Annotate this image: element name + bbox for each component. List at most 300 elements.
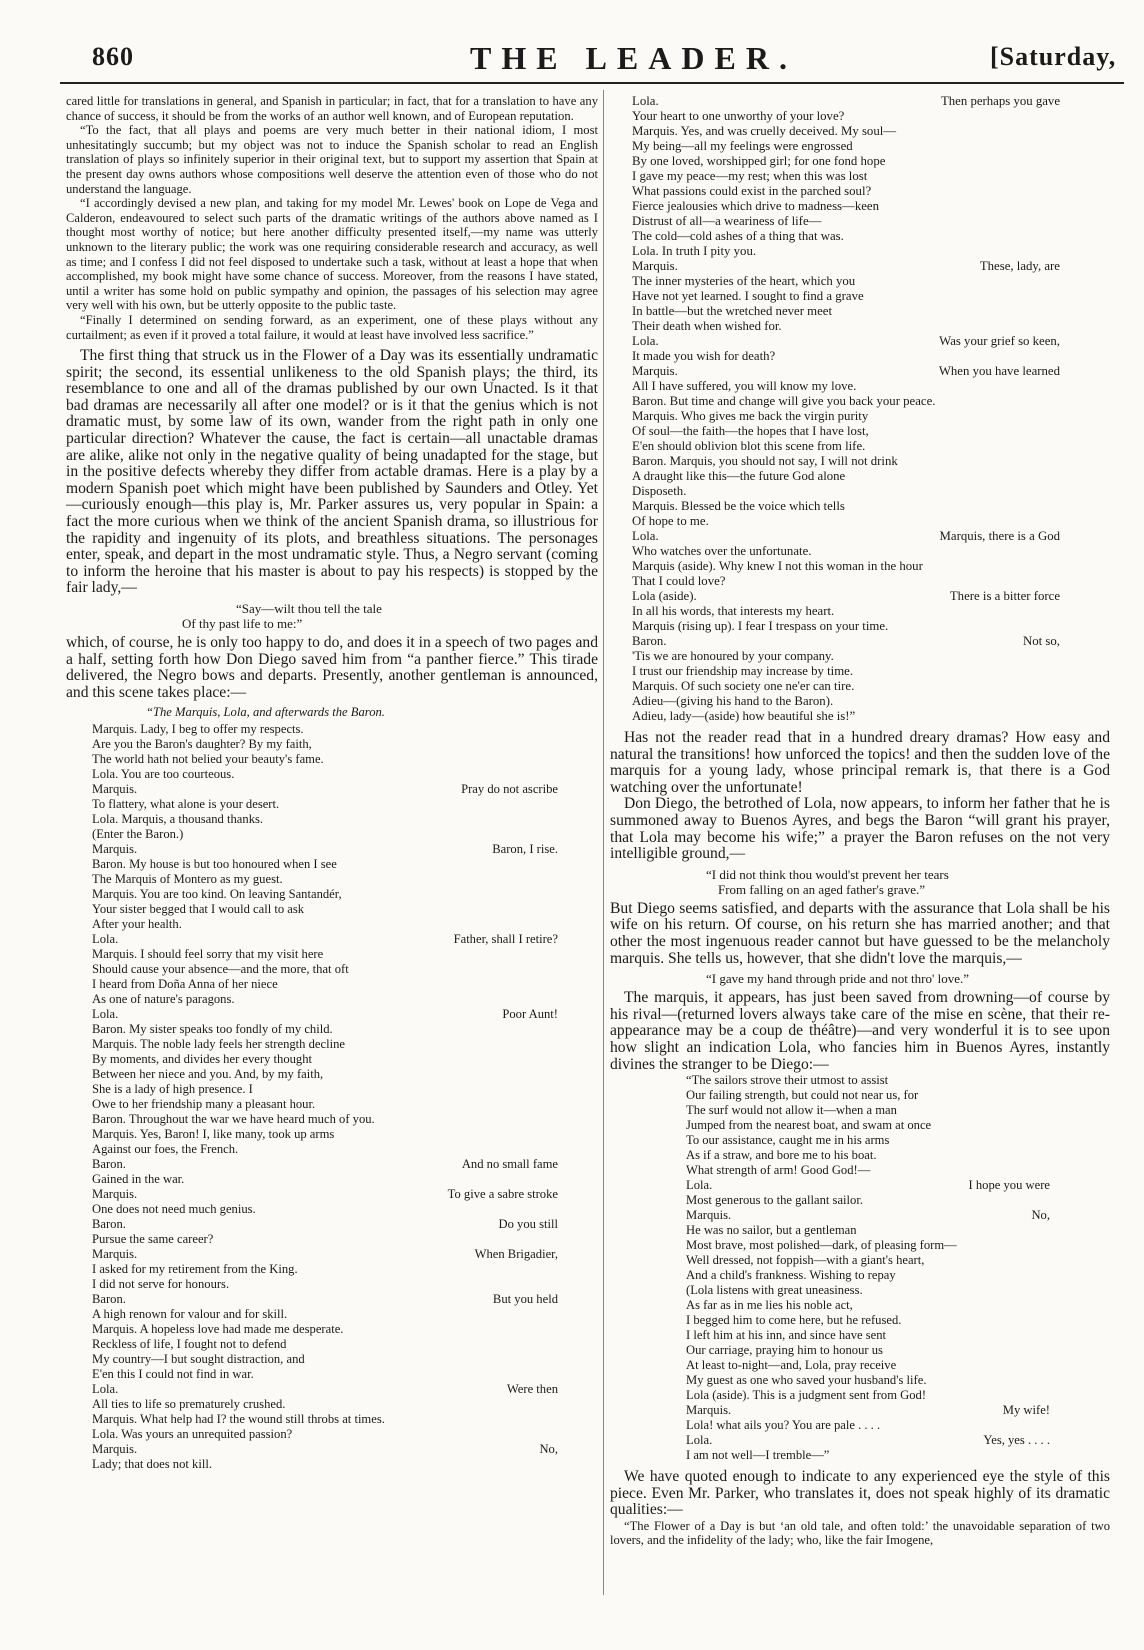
dialogue-text: Baron. My sister speaks too fondly of my child. <box>92 1022 333 1037</box>
dialogue-continuation <box>558 827 598 842</box>
dialogue-continuation <box>1050 1193 1090 1208</box>
dialogue-text: Lola. <box>632 94 659 108</box>
dialogue-continuation <box>1060 139 1100 154</box>
dialogue-line <box>92 782 598 797</box>
dialogue-continuation <box>558 1022 598 1037</box>
dialogue-line <box>92 1217 598 1232</box>
dialogue-line <box>92 722 598 737</box>
dialogue-line <box>632 394 1100 409</box>
dialogue-line <box>92 1352 598 1367</box>
right-column <box>610 94 1110 1548</box>
dialogue-text: Marquis. <box>632 364 678 378</box>
dialogue-continuation: Was your grief so keen, <box>939 334 1060 348</box>
dialogue-line <box>632 184 1100 199</box>
dialogue-line <box>92 767 598 782</box>
dialogue-text: Adieu, lady—(aside) how beautiful she is!” <box>632 709 856 723</box>
dialogue-line <box>92 947 598 962</box>
dialogue-line <box>92 932 598 947</box>
dialogue-continuation <box>558 797 598 812</box>
dialogue-text: Lola (aside). <box>632 589 697 603</box>
dialogue-line <box>92 1157 598 1172</box>
dialogue-text: The surf would not allow it—when a man <box>686 1103 897 1118</box>
dialogue-text: Marquis (aside). Why knew I not this woman in the hour <box>632 559 923 573</box>
dialogue-line <box>92 737 598 752</box>
dialogue-line <box>686 1298 1090 1313</box>
dialogue-line <box>92 1232 598 1247</box>
dialogue-line <box>92 842 598 857</box>
dialogue-line <box>686 1103 1090 1118</box>
dialogue-line <box>632 229 1100 244</box>
dialogue-continuation <box>558 1307 598 1322</box>
dialogue-continuation <box>1060 499 1100 514</box>
review-paragraph: Don Diego, the betrothed of Lola, now appears, to inform her father that he is summoned away to Buenos Ayres, and begs the Baron “will grant his prayer, that Lola may become his wife;” a prayer the Baron refuses on the not very intelligible ground,— <box>610 795 1110 863</box>
dialogue-continuation <box>1060 244 1100 259</box>
dialogue-text: Jumped from the nearest boat, and swam at once <box>686 1118 932 1133</box>
dialogue-line <box>92 887 598 902</box>
dialogue-continuation: When you have learned <box>938 364 1060 378</box>
dialogue-line <box>92 962 598 977</box>
dialogue-continuation <box>558 1397 598 1412</box>
dialogue-text: Baron. <box>92 1157 126 1172</box>
dialogue-line <box>686 1238 1090 1253</box>
dialogue-line <box>92 1322 598 1337</box>
dialogue-continuation <box>558 752 598 767</box>
dialogue-continuation <box>558 1127 598 1142</box>
dialogue-text: To flattery, what alone is your desert. <box>92 797 280 812</box>
dialogue-continuation <box>558 812 598 827</box>
dialogue-continuation: To give a sabre stroke <box>447 1187 558 1202</box>
dialogue-line <box>632 499 1100 514</box>
dialogue-line <box>92 917 598 932</box>
dialogue-text: The world hath not belied your beauty's fame. <box>92 752 324 767</box>
dialogue-line <box>632 139 1100 154</box>
dialogue-continuation <box>558 977 598 992</box>
dialogue-text: (Enter the Baron.) <box>92 827 184 842</box>
dialogue-text: By moments, and divides her every thought <box>92 1052 313 1067</box>
dialogue-line <box>92 1367 598 1382</box>
dialogue-continuation <box>1050 1313 1090 1328</box>
dialogue-text: By one loved, worshipped girl; for one fond hope <box>632 154 886 168</box>
dialogue-continuation <box>558 1142 598 1157</box>
dialogue-line <box>92 1067 598 1082</box>
header-rule <box>60 82 1124 84</box>
dialogue-continuation <box>558 992 598 1007</box>
dialogue-continuation <box>1060 604 1100 619</box>
dialogue-continuation <box>558 1037 598 1052</box>
dialogue-line <box>632 214 1100 229</box>
paragraph: “I accordingly devised a new plan, and taking for my model Mr. Lewes' book on Lope de Vega and Calderon, endeavoured to select such parts of the dramatic writings of the authors above named as I thought most worthy of notice; but here another difficulty presented itself,—my name was utterly unknown to the literary public; the work was one requiring considerable research and accuracy, as well as time; and I confess I did not feel disposed to undertake such a task, without at least a hope that when accomplished, my book might have some chance of success. Moreover, from the reasons I have stated, until a writer has some hold on public sympathy and opinion, the passages of his selection may agree very well with his own, but be utterly opposite to the public taste. <box>66 196 598 313</box>
dialogue-line <box>686 1268 1090 1283</box>
dialogue-text: I am not well—I tremble—” <box>686 1448 830 1463</box>
dialogue-continuation <box>558 1232 598 1247</box>
dialogue-line <box>686 1313 1090 1328</box>
dialogue-continuation <box>558 962 598 977</box>
dialogue-continuation: And no small fame <box>461 1157 558 1172</box>
dialogue-continuation <box>1050 1283 1090 1298</box>
dialogue-continuation <box>1050 1268 1090 1283</box>
dialogue-line <box>686 1133 1090 1148</box>
dialogue-text: A high renown for valour and for skill. <box>92 1307 288 1322</box>
dialogue-text: Lady; that does not kill. <box>92 1457 212 1472</box>
dialogue-text: E'en should oblivion blot this scene from life. <box>632 439 866 453</box>
dialogue-text: Lola. You are too courteous. <box>92 767 235 782</box>
page-number: 860 <box>92 42 134 71</box>
dialogue-continuation <box>1050 1388 1090 1403</box>
dialogue-text: “The sailors strove their utmost to assist <box>686 1073 889 1088</box>
dialogue-line <box>632 244 1100 259</box>
dialogue-continuation <box>1060 169 1100 184</box>
dialogue-continuation <box>1060 454 1100 469</box>
dialogue-continuation <box>1050 1373 1090 1388</box>
dialogue-line <box>632 589 1100 604</box>
dialogue-continuation <box>1060 514 1100 529</box>
review-paragraph: But Diego seems satisfied, and departs with the assurance that Lola shall be his wife on his return. Of course, on his return she has married another; and that other the most ingenuous reader cannot but have guessed to be the melancholy marquis. She tells us, however, that she didn't love the marquis,— <box>610 899 1110 967</box>
dialogue-line <box>686 1328 1090 1343</box>
dialogue-text: Marquis. Blessed be the voice which tells <box>632 499 845 513</box>
dialogue-continuation: Yes, yes . . . . <box>983 1433 1050 1448</box>
dialogue-line <box>92 752 598 767</box>
dialogue-continuation: These, lady, are <box>979 259 1060 273</box>
dialogue-line <box>686 1403 1090 1418</box>
dialogue-line <box>686 1193 1090 1208</box>
dialogue-line <box>686 1118 1090 1133</box>
dialogue-line <box>632 484 1100 499</box>
dialogue-text: (Lola listens with great uneasiness. <box>686 1283 863 1298</box>
dialogue-continuation <box>558 1172 598 1187</box>
dialogue-line <box>632 304 1100 319</box>
dialogue-text: That I could love? <box>632 574 726 588</box>
dialogue-text: To our assistance, caught me in his arms <box>686 1133 890 1148</box>
dialogue-continuation <box>1060 649 1100 664</box>
dialogue-line <box>632 169 1100 184</box>
dialogue-line <box>92 857 598 872</box>
dialogue-text: The Marquis of Montero as my guest. <box>92 872 283 887</box>
dialogue-line <box>92 1142 598 1157</box>
dialogue-continuation <box>1060 709 1100 724</box>
dialogue-continuation <box>1060 484 1100 499</box>
dialogue-text: Marquis. <box>92 1247 138 1262</box>
dialogue-continuation <box>1060 214 1100 229</box>
dialogue-text: Lola. <box>686 1433 713 1448</box>
newspaper-title: THE LEADER. <box>470 40 797 76</box>
dialogue-line <box>686 1343 1090 1358</box>
dialogue-text: The cold—cold ashes of a thing that was. <box>632 229 844 243</box>
dialogue-line <box>632 409 1100 424</box>
dialogue-line <box>92 1007 598 1022</box>
dialogue-line <box>92 827 598 842</box>
dialogue-continuation <box>1050 1073 1090 1088</box>
dialogue-line <box>92 1382 598 1397</box>
dialogue-text: Marquis. <box>632 259 678 273</box>
dialogue-text: Baron. <box>92 1292 126 1307</box>
dialogue-continuation <box>1060 469 1100 484</box>
dialogue-continuation <box>558 1277 598 1292</box>
dialogue-continuation <box>558 1412 598 1427</box>
dialogue-text: My country—I but sought distraction, and <box>92 1352 305 1367</box>
dialogue-text: Marquis. I should feel sorry that my visit here <box>92 947 324 962</box>
dialogue-line <box>92 1037 598 1052</box>
dialogue-line <box>92 1262 598 1277</box>
dialogue-line <box>686 1283 1090 1298</box>
dialogue-continuation <box>558 1427 598 1442</box>
dialogue-continuation <box>558 917 598 932</box>
dialogue-line <box>686 1073 1090 1088</box>
dialogue-text: Fierce jealousies which drive to madness—keen <box>632 199 879 213</box>
dialogue-continuation <box>558 722 598 737</box>
dialogue-text: Between her niece and you. And, by my faith, <box>92 1067 324 1082</box>
dialogue-text: My guest as one who saved your husband's life. <box>686 1373 927 1388</box>
dialogue-text: Reckless of life, I fought not to defend <box>92 1337 287 1352</box>
dialogue-text: Marquis (rising up). I fear I trespass on your time. <box>632 619 889 633</box>
dialogue-text: Baron. <box>632 634 667 648</box>
dialogue-line <box>92 1412 598 1427</box>
dialogue-line <box>686 1178 1090 1193</box>
dialogue-continuation <box>558 1067 598 1082</box>
dialogue-continuation <box>558 1367 598 1382</box>
dialogue-text: Our failing strength, but could not near us, for <box>686 1088 919 1103</box>
dialogue-text: Marquis. Of such society one ne'er can tire. <box>632 679 855 693</box>
dialogue-text: E'en this I could not find in war. <box>92 1367 254 1382</box>
dialogue-continuation <box>1050 1448 1090 1463</box>
dialogue-line <box>632 664 1100 679</box>
dialogue-continuation <box>558 1112 598 1127</box>
dialogue-line <box>686 1358 1090 1373</box>
dialogue-continuation: No, <box>1031 1208 1050 1223</box>
dialogue-continuation: Do you still <box>498 1217 558 1232</box>
dialogue-line <box>686 1223 1090 1238</box>
dialogue-continuation <box>1060 319 1100 334</box>
dialogue-text: Marquis. <box>686 1208 732 1223</box>
dialogue-text: Marquis. <box>686 1403 732 1418</box>
dialogue-line <box>632 439 1100 454</box>
dialogue-continuation <box>1050 1253 1090 1268</box>
dialogue-line <box>686 1208 1090 1223</box>
dialogue-line <box>92 1277 598 1292</box>
review-paragraph: Has not the reader read that in a hundred dreary dramas? How easy and natural the transitions! how unforced the topics! and then the sudden love of the marquis for a young lady, whose principal remark is, that there is a God watching over the unfortunate! <box>610 729 1110 796</box>
dialogue-line <box>632 424 1100 439</box>
dialogue-continuation: No, <box>539 1442 558 1457</box>
dialogue-continuation <box>1060 229 1100 244</box>
dialogue-continuation <box>558 1352 598 1367</box>
dialogue-text: Gained in the war. <box>92 1172 185 1187</box>
dialogue-line <box>92 902 598 917</box>
dialogue-text: It made you wish for death? <box>632 349 776 363</box>
dialogue-line <box>92 1307 598 1322</box>
dialogue-continuation <box>558 737 598 752</box>
dialogue-text: Who watches over the unfortunate. <box>632 544 812 558</box>
dialogue-line <box>632 349 1100 364</box>
dialogue-line <box>686 1253 1090 1268</box>
dialogue-line <box>686 1088 1090 1103</box>
paragraph: cared little for translations in general, and Spanish in particular; in fact, that for a translation to have any chance of success, it should be from the works of an author well known, and of European reputation. <box>66 94 598 123</box>
dialogue-text: At least to-night—and, Lola, pray receive <box>686 1358 897 1373</box>
dialogue-text: Baron. But time and change will give you back your peace. <box>632 394 936 408</box>
dialogue-text: Lola. <box>92 1007 119 1022</box>
dialogue-line <box>92 992 598 1007</box>
dialogue-block <box>610 94 1110 724</box>
dialogue-continuation <box>1060 379 1100 394</box>
verse-line: Of thy past life to me:” <box>182 616 303 631</box>
dialogue-line <box>92 872 598 887</box>
dialogue-continuation: Father, shall I retire? <box>453 932 558 947</box>
dialogue-line <box>686 1373 1090 1388</box>
dialogue-text: In all his words, that interests my heart. <box>632 604 835 618</box>
dialogue-text: In battle—but the wretched never meet <box>632 304 833 318</box>
dialogue-continuation <box>1050 1133 1090 1148</box>
dialogue-continuation <box>1050 1358 1090 1373</box>
dialogue-text: I begged him to come here, but he refused. <box>686 1313 902 1328</box>
dialogue-text: Marquis. <box>92 782 138 797</box>
dialogue-line <box>632 694 1100 709</box>
verse-line: “I did not think thou would'st prevent her tears <box>706 866 949 882</box>
paragraph: “Finally I determined on sending forward, as an experiment, one of these plays without any curtailment; as even if it proved a total failure, it would at least have involved less sacrifice.” <box>66 312 598 342</box>
dialogue-line <box>92 1337 598 1352</box>
dialogue-text: All I have suffered, you will know my love. <box>632 379 857 393</box>
dialogue-continuation <box>1050 1418 1090 1433</box>
dialogue-line <box>686 1388 1090 1403</box>
dialogue-line <box>92 1442 598 1457</box>
dialogue-text: And a child's frankness. Wishing to repay <box>686 1268 896 1283</box>
dialogue-continuation <box>1060 439 1100 454</box>
dialogue-text: Lola! what ails you? You are pale . . . . <box>686 1418 881 1433</box>
dialogue-text: What passions could exist in the parched soul? <box>632 184 872 198</box>
dialogue-text: Marquis. <box>92 1442 138 1457</box>
dialogue-text: 'Tis we are honoured by your company. <box>632 649 834 663</box>
dialogue-line <box>632 634 1100 649</box>
dialogue-text: I asked for my retirement from the King. <box>92 1262 298 1277</box>
dialogue-continuation <box>1050 1118 1090 1133</box>
dialogue-text: Baron. Throughout the war we have heard much of you. <box>92 1112 375 1127</box>
dialogue-text: Lola. <box>92 932 119 947</box>
dialogue-text: After your health. <box>92 917 182 932</box>
scene-heading: “The Marquis, Lola, and afterwards the Baron. <box>146 705 385 720</box>
dialogue-line <box>632 124 1100 139</box>
dialogue-continuation <box>558 947 598 962</box>
dialogue-continuation <box>558 887 598 902</box>
verse-quote <box>610 867 1110 897</box>
dialogue-line <box>92 1397 598 1412</box>
dialogue-continuation <box>1060 184 1100 199</box>
dialogue-continuation <box>1060 349 1100 364</box>
dialogue-continuation <box>558 1322 598 1337</box>
dialogue-continuation <box>558 872 598 887</box>
dialogue-text: I heard from Doña Anna of her niece <box>92 977 278 992</box>
dialogue-text: Marquis. <box>92 1187 138 1202</box>
dialogue-continuation <box>1060 664 1100 679</box>
dialogue-continuation: There is a bitter force <box>949 589 1060 603</box>
dialogue-continuation <box>1060 109 1100 124</box>
dialogue-line <box>686 1448 1090 1463</box>
dialogue-continuation <box>558 1052 598 1067</box>
dialogue-continuation <box>1050 1328 1090 1343</box>
dialogue-continuation: But you held <box>492 1292 558 1307</box>
dialogue-line <box>632 469 1100 484</box>
dialogue-line <box>632 544 1100 559</box>
dialogue-text: My being—all my feelings were engrossed <box>632 139 853 153</box>
dialogue-text: Lola. In truth I pity you. <box>632 244 757 258</box>
dialogue-text: I left him at his inn, and since have sent <box>686 1328 887 1343</box>
dialogue-continuation <box>558 1337 598 1352</box>
dialogue-continuation <box>1060 304 1100 319</box>
dialogue-text: Most brave, most polished—dark, of pleasing form— <box>686 1238 957 1253</box>
dialogue-continuation <box>1060 544 1100 559</box>
verse-quote <box>610 971 1110 986</box>
dialogue-line <box>92 1292 598 1307</box>
dialogue-continuation <box>558 1082 598 1097</box>
dialogue-text: I gave my peace—my rest; when this was lost <box>632 169 868 183</box>
dialogue-line <box>632 679 1100 694</box>
quoted-paragraph: “The Flower of a Day is but ‘an old tale, and often told:’ the unavoidable separation of two lovers, and the infidelity of the lady; who, like the fair Imogene, <box>610 1518 1110 1548</box>
dialogue-text: As one of nature's paragons. <box>92 992 235 1007</box>
dialogue-continuation: My wife! <box>1002 1403 1050 1418</box>
dialogue-continuation <box>1050 1238 1090 1253</box>
dialogue-line <box>632 604 1100 619</box>
dialogue-line <box>92 1112 598 1127</box>
dialogue-line <box>92 1457 598 1472</box>
verse-line: “Say—wilt thou tell the tale <box>236 601 382 616</box>
dialogue-text: Disposeth. <box>632 484 687 498</box>
dialogue-line <box>632 154 1100 169</box>
dialogue-text: Against our foes, the French. <box>92 1142 239 1157</box>
dialogue-text: Pursue the same career? <box>92 1232 214 1247</box>
dialogue-text: Adieu—(giving his hand to the Baron). <box>632 694 834 708</box>
dialogue-line <box>686 1418 1090 1433</box>
dialogue-text: Our carriage, praying him to honour us <box>686 1343 883 1358</box>
dialogue-line <box>92 1427 598 1442</box>
dialogue-line <box>92 1127 598 1142</box>
dialogue-line <box>686 1148 1090 1163</box>
dialogue-text: Marquis. Yes, and was cruelly deceived. My soul— <box>632 124 897 138</box>
dialogue-text: Of hope to me. <box>632 514 709 528</box>
dialogue-line <box>92 1097 598 1112</box>
dialogue-text: Lola. <box>686 1178 713 1193</box>
dialogue-line <box>92 1082 598 1097</box>
dialogue-line <box>632 259 1100 274</box>
dialogue-continuation <box>558 1202 598 1217</box>
dialogue-text: Baron. <box>92 1217 126 1232</box>
dialogue-text: Are you the Baron's daughter? By my faith, <box>92 737 312 752</box>
dialogue-text: A draught like this—the future God alone <box>632 469 846 483</box>
dialogue-continuation <box>558 767 598 782</box>
dialogue-line <box>632 94 1100 109</box>
dialogue-text: What strength of arm! Good God!— <box>686 1163 871 1178</box>
dialogue-continuation: I hope you were <box>968 1178 1050 1193</box>
dialogue-continuation <box>1060 409 1100 424</box>
dialogue-text: She is a lady of high presence. I <box>92 1082 253 1097</box>
dialogue-line <box>632 199 1100 214</box>
dialogue-text: Well dressed, not foppish—with a giant's heart, <box>686 1253 925 1268</box>
column-divider <box>603 90 604 1595</box>
review-paragraph: The marquis, it appears, has just been saved from drowning—of course by his rival—(returned lovers always take care of the mise en scène, that their re-appearance may be a coup de théâtre)—and very wonderful it is to see upon how slight an indication Lola, who fancies him in Buenos Ayres, instantly divines the stranger to be Diego:— <box>610 989 1110 1073</box>
dialogue-line <box>686 1433 1090 1448</box>
dialogue-block <box>610 1073 1110 1463</box>
dialogue-continuation <box>558 1097 598 1112</box>
verse-quote <box>66 601 598 631</box>
dialogue-line <box>632 574 1100 589</box>
dialogue-line <box>632 649 1100 664</box>
dialogue-continuation <box>1060 559 1100 574</box>
dialogue-text: He was no sailor, but a gentleman <box>686 1223 857 1238</box>
dialogue-text: Marquis. Lady, I beg to offer my respects. <box>92 722 304 737</box>
dialogue-line <box>632 274 1100 289</box>
dialogue-continuation <box>558 857 598 872</box>
dialogue-line <box>92 977 598 992</box>
dialogue-continuation <box>558 1262 598 1277</box>
dialogue-block <box>66 722 598 1472</box>
dialogue-text: Lola. <box>92 1382 119 1397</box>
dialogue-continuation <box>1060 274 1100 289</box>
dialogue-continuation: Baron, I rise. <box>492 842 558 857</box>
